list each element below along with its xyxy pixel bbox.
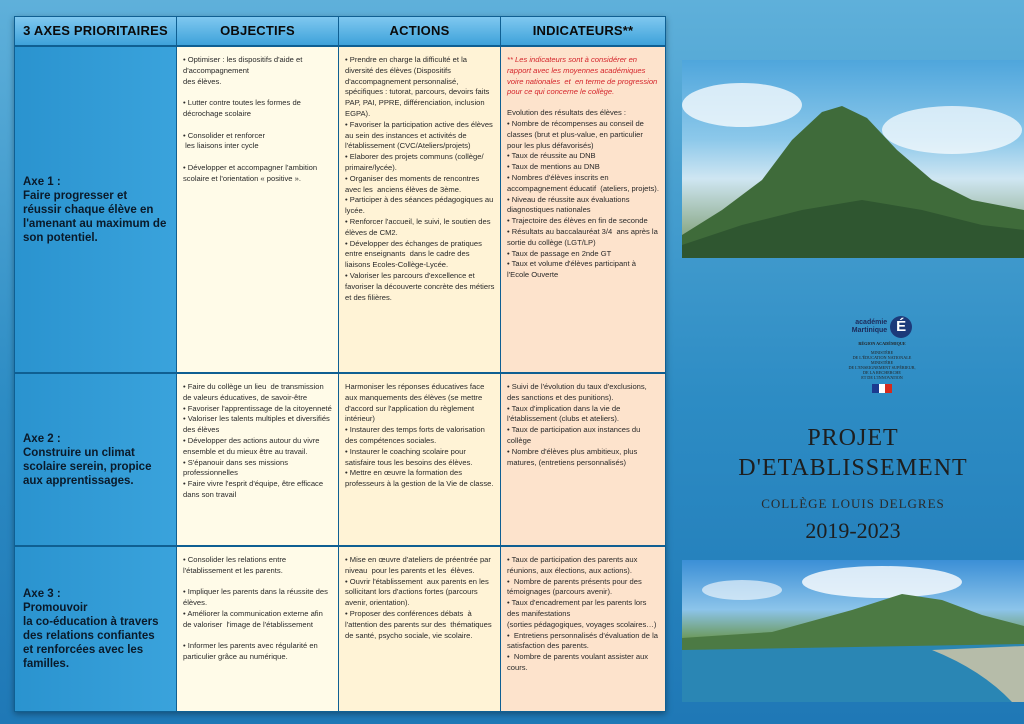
region-label: RÉGION ACADÉMIQUE [858,341,906,346]
axe-text: Construire un climat scolaire serein, propice aux apprentissages. [23,446,155,487]
objectifs-text: • Faire du collège un lieu de transmission de valeurs éducatives, de savoir-être • Favoriser l'apprentissage de la citoyenneté • Valoriser les talents multiples et diversifiés des élèves • Développer des actions autour du vivre ensemble et du mieux être au travail. • S'épanouir dans ses missions professionnelles • Faire vivre l'esprit d'équipe, être efficace dans son travail [183,382,332,499]
table-row-axe-1 [15,45,665,372]
objectifs-text: • Consolider les relations entre l'établissement et les parents. • Impliquer les parents dans la réussite des élèves. • Améliorer la communication externe afin de valoriser l'image de l'établissement • Informer les parents avec régularité en particulier grâce au numérique. [183,555,328,662]
french-flag-icon [872,384,892,393]
objectifs-cell [177,547,339,711]
cover-panel [682,0,1024,724]
axe-label: Axe 3 : [23,588,61,600]
school-name: COLLÈGE LOUIS DELGRES [761,496,945,511]
indicateurs-text: • Suivi de l'évolution du taux d'exclusions, des sanctions et des punitions). • Taux d'implication dans la vie de l'établissement (clubs et ateliers). • Taux de participation aux instances du collège • Nombre d'élèves plus ambitieux, plus matures, (entretiens personnalisés) [507,382,647,467]
bay-illustration [682,560,1024,702]
bay-photo [682,560,1024,702]
header-actions: ACTIONS [339,17,501,45]
logo-word: académie Martinique [851,319,888,334]
axe-label: Axe 2 : [23,432,61,445]
actions-text: • Mise en œuvre d'ateliers de préentrée par niveau pour les parents et les élèves. • Ouvrir l'établissement aux parents en les sollicitant lors d'actions fortes (parcours avenir, orientation). • Proposer des conférences débats à l'attention des parents sur des thématiques de santé, psycho sociale, vie scolaire. [345,555,492,640]
priority-table [14,16,666,712]
academy-logo [837,316,927,393]
axe-cell [15,547,177,711]
actions-text: Harmoniser les réponses éducatives face aux manquements des élèves (se mettre d'accord sur l'application du règlement intérieur) • Instaurer des temps forts de valorisation des compétences sociales. • Instaurer le coaching scolaire pour satisfaire tous les besoins des élèves. • Mettre en œuvre la formation des professeurs à la gestion de la Vie de classe. [345,382,494,489]
header-axes: 3 AXES PRIORITAIRES [15,17,177,45]
actions-cell [339,547,501,711]
table-row-axe-3 [15,545,665,711]
logo-e-icon: É [890,316,912,338]
actions-cell [339,374,501,545]
title-line-1: PROJET [807,425,899,451]
ministry-label: MINISTÈRE DE L'ÉDUCATION NATIONALE MINISTÈRE DE L'ENSEIGNEMENT SUPÉRIEUR, DE LA RECHERCHE ET DE L'INNOVATION [848,350,916,380]
header-indicateurs: INDICATEURS** [501,17,665,45]
axe-text: Faire progresser et réussir chaque élève en l'amenant au maximum de son potentiel. [23,189,170,244]
table-row-axe-2 [15,372,665,545]
mountain-illustration [682,60,1024,258]
objectifs-cell [177,374,339,545]
objectifs-cell [177,47,339,372]
axe-text: Promouvoir la co-éducation à travers des relations confiantes et renforcées avec les familles. [23,602,159,670]
title-line-2: D'ETABLISSEMENT [738,455,968,481]
actions-text: • Prendre en charge la difficulté et la diversité des élèves (Dispositifs d'accompagnement personnalisé, spécifiques : tutorat, parcours, devoirs faits PAP, PAI, PPRE, différenciation, inclusion EGPA). • Favoriser la participation active des élèves au sein des instances et activités de l'établissement (CVC/Ateliers/projets) • Elaborer des projets communs (collège/ primaire/lycée). • Organiser des moments de rencontres avec les anciens élèves de 3ème. • Participer à des séances pédagogiques au lycée. • Renforcer l'accueil, le suivi, le soutien des élèves de CM2. • Développer des échanges de pratiques entre enseignants dans le cadre des liaisons Ecoles-Collège-Lycée. • Valoriser les parcours d'excellence et favoriser la découverte concrète des métiers et des filières. [345,55,495,302]
mountain-photo [682,60,1024,258]
axe-cell [15,47,177,372]
indicateurs-text: • Taux de participation des parents aux réunions, aux élections, aux actions). • Nombre de parents présents pour des témoignages (parcours avenir). • Taux d'encadrement par les parents lors des manifestations (sorties pédagogiques, voyages scolaires…) • Entretiens personnalisés d'évaluation de la satisfaction des parents. • Nombre de parents voulant assister aux cours. [507,555,659,672]
header-objectifs: OBJECTIFS [177,17,339,45]
indicateurs-cell [501,547,665,711]
axe-cell [15,374,177,545]
indicateurs-text: Evolution des résultats des élèves : • Nombre de récompenses au conseil de classes (brut et plus-value, en particulier pour les plus défavorisés) • Taux de réussite au DNB • Taux de mentions au DNB • Nombres d'élèves inscrits en accompagnement éducatif (ateliers, projets). • Niveau de réussite aux évaluations diagnostiques nationales • Trajectoire des élèves en fin de seconde • Résultats au baccalauréat 3/4 ans après la sortie du collège (LGT/LP) • Taux de passage en 2nde GT • Taux et volume d'élèves participant à l'Ecole Ouverte [507,108,659,280]
objectifs-text: • Optimiser : les dispositifs d'aide et d'accompagnement des élèves. • Lutter contre toutes les formes de décrochage scolaire • Consolider et renforcer les liaisons inter cycle • Développer et accompagner l'ambition scolaire et l'orientation « positive ». [183,55,318,183]
indicator-note: ** Les indicateurs sont à considérer en rapport avec les moyennes académiques voire nationales et en terme de progression pour ce qui concerne le collège. [507,55,660,97]
axe-label: Axe 1 : [23,175,61,188]
indicateurs-cell [501,47,665,372]
years: 2019-2023 [805,518,901,543]
actions-cell [339,47,501,372]
indicateurs-cell [501,374,665,545]
table-header [15,17,665,45]
